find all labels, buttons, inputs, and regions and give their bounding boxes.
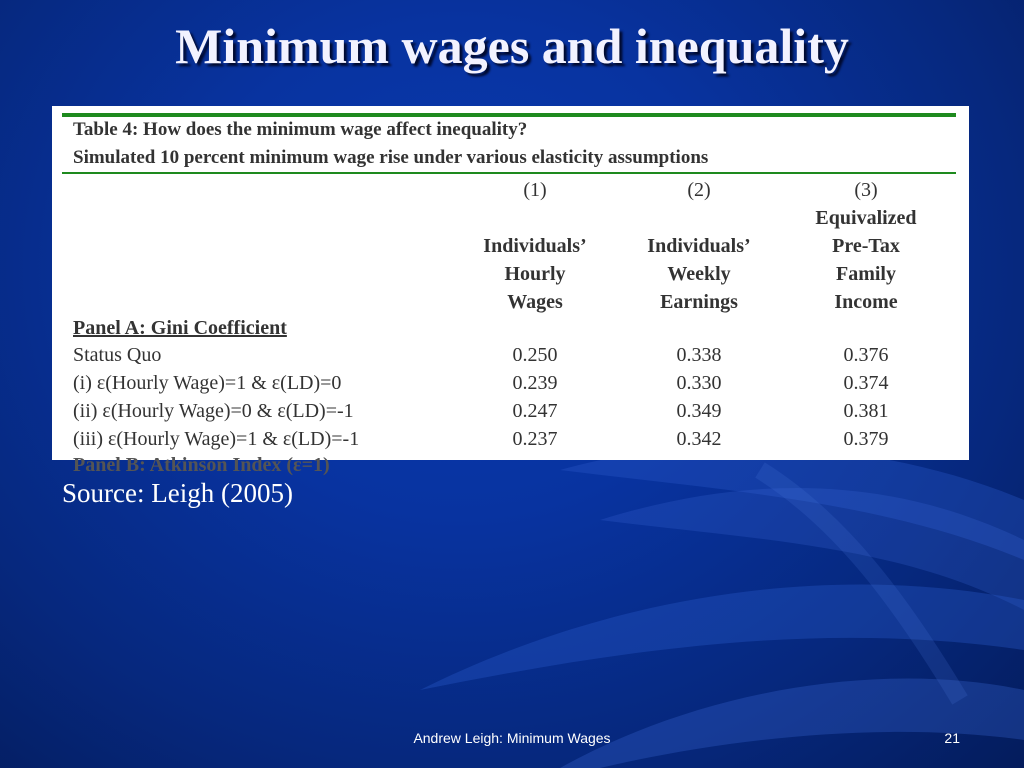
column-label-3-line: Equivalized xyxy=(815,207,917,229)
top-green-rule xyxy=(62,113,956,117)
table-row xyxy=(52,341,969,369)
slide-title: Minimum wages and inequality xyxy=(175,18,849,74)
column-label-3-line: Income xyxy=(834,291,898,313)
cut-off-row: Panel B: Atkinson Index (ε=1) xyxy=(73,454,330,476)
column-number-3: (3) xyxy=(854,179,878,201)
column-header-1 xyxy=(455,176,615,316)
column-header-3 xyxy=(786,176,946,316)
column-label-1 xyxy=(455,232,615,316)
column-header-2 xyxy=(619,176,779,316)
row-value: 0.330 xyxy=(676,372,722,394)
column-label-1-line: Hourly xyxy=(504,263,566,285)
column-number-2: (2) xyxy=(687,179,711,201)
table-row xyxy=(52,369,969,397)
row-value: 0.342 xyxy=(676,428,722,450)
row-value: 0.379 xyxy=(843,428,889,450)
column-label-1-line: Individuals’ xyxy=(483,235,587,257)
row-value: 0.247 xyxy=(512,400,558,422)
column-label-3 xyxy=(786,204,946,316)
table-row xyxy=(52,425,969,453)
row-label: (ii) ε(Hourly Wage)=0 & ε(LD)=-1 xyxy=(73,400,354,422)
column-label-1-line: Wages xyxy=(507,291,563,313)
table-screenshot xyxy=(52,106,969,476)
table-row xyxy=(52,397,969,425)
column-label-2-line: Earnings xyxy=(660,291,738,313)
column-number-1: (1) xyxy=(523,179,547,201)
column-label-2-line: Individuals’ xyxy=(647,235,751,257)
row-value: 0.338 xyxy=(676,344,722,366)
panel-a-title: Panel A: Gini Coefficient xyxy=(73,317,287,339)
table-caption-line1: Table 4: How does the minimum wage affect inequality? xyxy=(73,119,528,140)
caption-green-rule xyxy=(62,172,956,174)
slide-footer: Andrew Leigh: Minimum Wages xyxy=(413,730,611,746)
row-value: 0.239 xyxy=(512,372,558,394)
column-label-2-line: Weekly xyxy=(667,263,731,285)
row-label: Status Quo xyxy=(73,344,162,366)
row-label: (i) ε(Hourly Wage)=1 & ε(LD)=0 xyxy=(73,372,342,394)
row-value: 0.237 xyxy=(512,428,558,450)
row-value: 0.250 xyxy=(512,344,558,366)
column-label-2 xyxy=(619,232,779,316)
table-caption-line2: Simulated 10 percent minimum wage rise under various elasticity assumptions xyxy=(73,147,709,168)
row-value: 0.374 xyxy=(843,372,889,394)
page-number: 21 xyxy=(944,730,960,746)
row-value: 0.376 xyxy=(843,344,889,366)
column-label-3-line: Pre-Tax xyxy=(832,235,900,257)
column-label-3-line: Family xyxy=(836,263,896,285)
row-label: (iii) ε(Hourly Wage)=1 & ε(LD)=-1 xyxy=(73,428,360,450)
row-value: 0.349 xyxy=(676,400,722,422)
row-value: 0.381 xyxy=(843,400,889,422)
source-citation: Source: Leigh (2005) xyxy=(62,478,293,508)
